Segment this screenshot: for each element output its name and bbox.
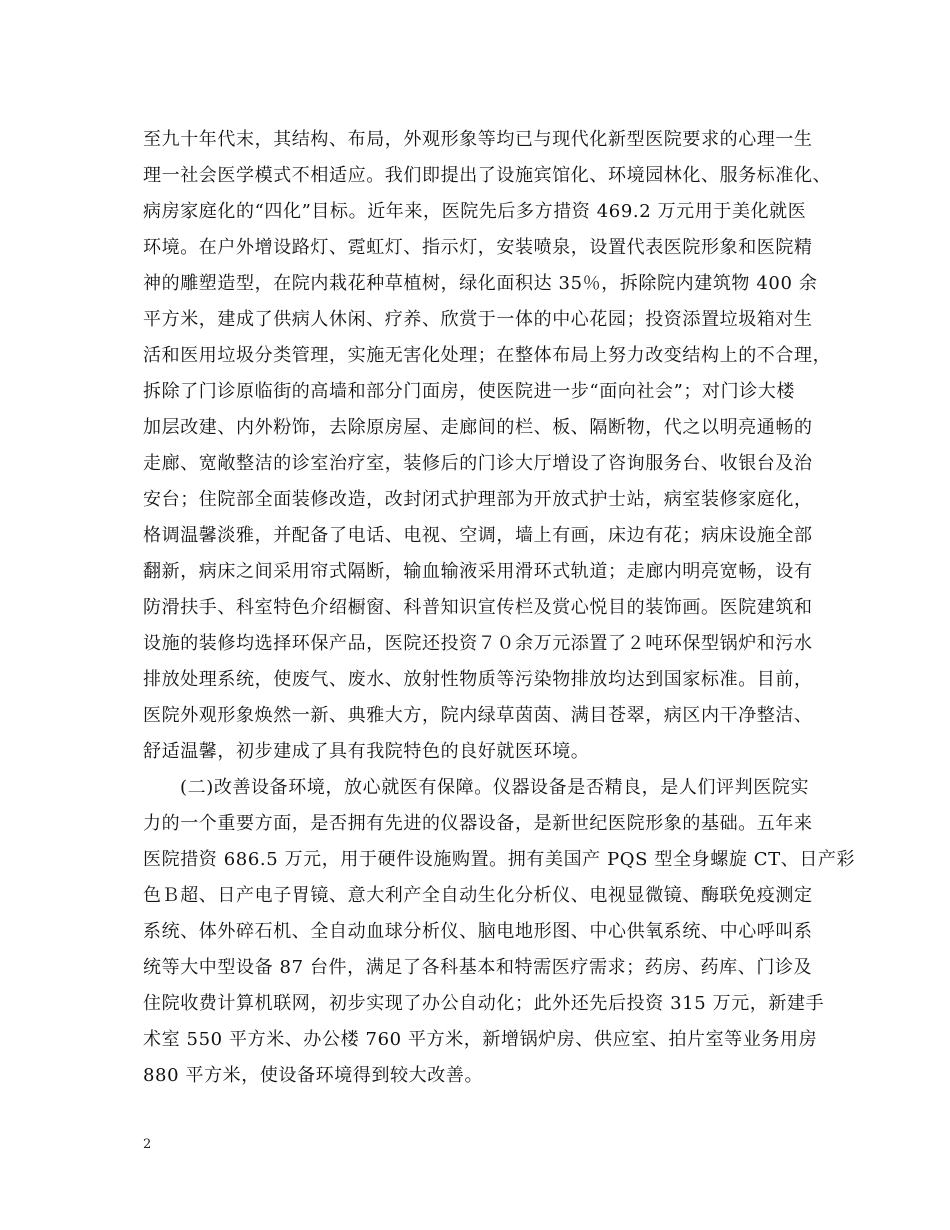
text-line: 病房家庭化的“四化”目标。近年来，医院先后多方措资 469.2 万元用于美化就医 [143,201,807,222]
page-number: 2 [143,1137,152,1152]
text-line: 统等大中型设备 87 台件，满足了各科基本和特需医疗需求；药房、药库、门诊及 [143,957,813,978]
text-line: 系统、体外碎石机、全自动血球分析仪、脑电地形图、中心供氧系统、中心呼叫系 [143,921,813,942]
text-line: 加层改建、内外粉饰，去除原房屋、走廊间的栏、板、隔断物，代之以明亮通畅的 [143,417,813,438]
text-line: 翻新，病床之间采用帘式隔断，输血输液采用滑环式轨道；走廊内明亮宽畅，设有 [143,561,813,582]
text-line: 住院收费计算机联网，初步实现了办公自动化；此外还先后投资 315 万元，新建手 [143,993,825,1014]
text-line: 舒适温馨，初步建成了具有我院特色的良好就医环境。 [143,741,590,762]
text-line: 环境。在户外增设路灯、霓虹灯、指示灯，安装喷泉，设置代表医院形象和医院精 [143,237,813,258]
text-line: 格调温馨淡雅，并配备了电话、电视、空调，墙上有画，床边有花；病床设施全部 [143,525,813,546]
text-line: 走廊、宽敞整洁的诊室治疗室，装修后的门诊大厅增设了咨询服务台、收银台及治 [143,453,813,474]
text-line: 平方米，建成了供病人休闲、疗养、欣赏于一体的中心花园；投资添置垃圾箱对生 [143,309,813,330]
text-line: 医院外观形象焕然一新、典雅大方，院内绿草茵茵、满目苍翠，病区内干净整洁、 [143,705,813,726]
paragraph-first-line: (二)改善设备环境，放心就医有保障。仪器设备是否精良，是人们评判医院实 [180,777,810,798]
text-line: 理一社会医学模式不相适应。我们即提出了设施宾馆化、环境园林化、服务标准化、 [143,165,832,186]
text-line: 至九十年代末，其结构、布局，外观形象等均已与现代化新型医院要求的心理一生 [143,129,813,150]
text-line: 神的雕塑造型，在院内栽花种草植树，绿化面积达 35％，拆除院内建筑物 400 余 [143,273,818,294]
text-line: 术室 550 平方米、办公楼 760 平方米，新增锅炉房、供应室、拍片室等业务用房 [143,1029,818,1050]
text-line: 活和医用垃圾分类管理，实施无害化处理；在整体布局上努力改变结构上的不合理， [143,345,832,366]
text-line: 防滑扶手、科室特色介绍橱窗、科普知识宣传栏及赏心悦目的装饰画。医院建筑和 [143,597,813,618]
text-line: 设施的装修均选择环保产品，医院还投资７０余万元添置了２吨环保型锅炉和污水 [143,633,813,654]
text-line: 医院措资 686.5 万元，用于硬件设施购置。拥有美国产 PQS 型全身螺旋 CT、日产彩 [143,849,856,870]
text-line: 色Ｂ超、日产电子胃镜、意大利产全自动生化分析仪、电视显微镜、酶联免疫测定 [143,885,813,906]
text-line: 拆除了门诊原临街的高墙和部分门面房，使医院进一步“面向社会”；对门诊大楼 [143,381,796,402]
text-line: 安台；住院部全面装修改造，改封闭式护理部为开放式护士站，病室装修家庭化， [143,489,813,510]
text-line: 880 平方米，使设备环境得到较大改善。 [143,1065,484,1086]
text-line: 力的一个重要方面，是否拥有先进的仪器设备，是新世纪医院形象的基础。五年来 [143,813,813,834]
text-line: 排放处理系统，使废气、废水、放射性物质等污染物排放均达到国家标准。目前， [143,669,813,690]
